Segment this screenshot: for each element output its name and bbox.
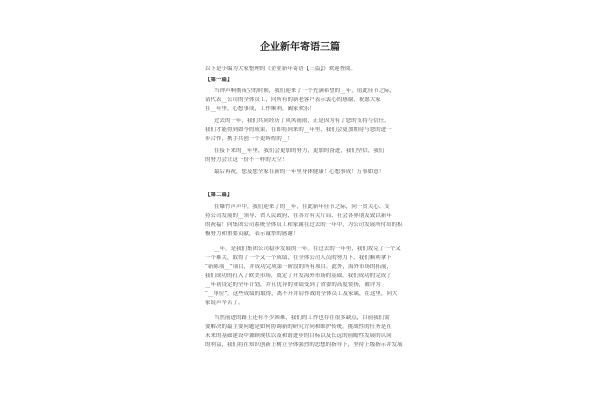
paragraph-line: 在接下来的__年里，我们会更加的努力，更加的奋进，我们坚信，我们 <box>214 148 385 154</box>
paragraph-line: 一个难关，取得了一个又一个成绩，在全体公司人员的努力下，我们顺利拿下 <box>205 255 392 261</box>
paragraph-line: 请代表__公司的全体员工，向所有的新老客户表示衷心的感谢，祝愿大家 <box>205 97 381 103</box>
paragraph-line: 最后再祝，您及您全家在新的一年里身体健康！心想事成！万事如意！ <box>214 169 385 175</box>
paragraph-line: 极努力和重要贡献，表示诚挚的感谢！ <box>205 231 299 237</box>
paragraph-line: 在爆竹声声中，我们迎来了的__年，在此新年佳节之际，向一贯关心、支 <box>214 204 390 210</box>
paragraph-line: 当钟声响彻夜空的时候，我们迎来了一个充满希望的__年，值此佳节之际， <box>214 88 396 94</box>
paragraph-line: 未来的基础建设中兼顾现状以及和谐进步的目标以及长远的前瞻性发展的认同 <box>205 333 392 339</box>
section-heading-1: 【第一篇】 <box>205 77 233 83</box>
paragraph-line: 的努力会让这一份不一样的天空！ <box>205 157 288 163</box>
paragraph-line: 持公司发展的__领导、省人民政府、在各方有关厅局、社会各界朋友致以新年 <box>205 213 392 219</box>
paragraph-line: “__单位”。这些成绩的取得，离不开并肩作战的全体员工及家属，在这里，向大 <box>205 291 398 297</box>
paragraph-line: __年，是我们集团公司稳步发展的一年。在过去的一年里，我们攻克了一个又 <box>214 246 401 252</box>
intro-line: 以下是小编为大家整理的《企业新年寄语【三篇】》欢迎查阅。 <box>205 66 357 72</box>
paragraph-line: 过去的一年，我们共同经历了风风雨雨，正是因为有了您的支持与信任， <box>214 118 390 124</box>
paragraph-line: 步合作，携手共创一个更辉煌的__！ <box>205 136 293 142</box>
section-heading-2: 【第二篇】 <box>205 192 233 198</box>
paragraph-line: 的祝福！向集团公司系统全体员工和家属在过去的一年中，为公司发展所付出的积 <box>205 222 403 228</box>
paragraph-line: “新陈项__”项目，并成功完成第一阶段的所有项目。此外，海外市场的拓展， <box>205 264 393 270</box>
paragraph-line: 要解决的最主要问题是如何协调新的研究方向和维护传统。挑战性的任务是在 <box>205 324 392 330</box>
paragraph-line: __年初设定的全年计划，并且优异的业绩受到了省委的高度赞扬，被评为 <box>205 282 381 288</box>
paragraph-line: 当然前进的路上还有不少困难，我们的工作也存在很多缺点，目前我们需 <box>214 315 390 321</box>
paragraph-line: 家说声辛苦了。 <box>205 300 244 306</box>
paragraph-line: 我们成功的打入了欧美市场，奠定了开发海外市场的基础。我们成功的完成了 <box>205 273 392 279</box>
paragraph-line: 在__年里，心想事成，工作顺利，阖家欢乐！ <box>205 106 315 112</box>
paragraph-line: 的利益，我们将在知识创新上树立全体强烈的思想的指导下，坚持上级指示并发展 <box>205 342 403 348</box>
paragraph-line: 我们才能得到如今的成果，在即将到来的__年里，我们会更加期待与您的进一 <box>205 127 392 133</box>
document-title: 企业新年寄语三篇 <box>260 42 340 53</box>
